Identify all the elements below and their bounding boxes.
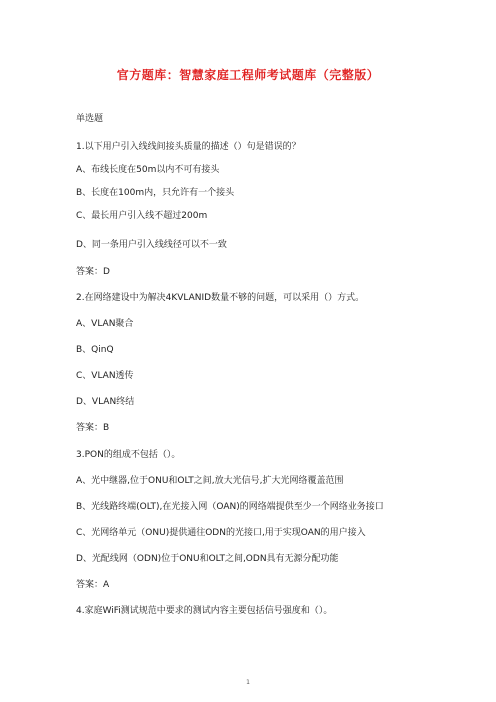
- section-heading: 单选题: [76, 114, 104, 124]
- question-4-text: 4.家庭WiFi测试规范中要求的测试内容主要包括信号强度和（）。: [76, 606, 333, 616]
- question-1-option-b: B、长度在100m内，只允许有一个接头: [76, 188, 235, 198]
- question-1-text: 1.以下用户引入线线间接头质量的描述（）句是错误的？: [76, 142, 301, 152]
- question-2-option-b: B、QinQ: [76, 345, 114, 355]
- page-number: 1: [246, 679, 250, 686]
- document-title: 官方题库：智慧家庭工程师考试题库（完整版）: [116, 68, 380, 82]
- question-1-option-a: A、布线长度在50m以内不可有接头: [76, 165, 220, 175]
- question-3-text: 3.PON的组成不包括（）。: [76, 450, 181, 460]
- question-1-answer: 答案：D: [76, 267, 110, 277]
- question-2-option-a: A、VLAN聚合: [76, 319, 134, 329]
- question-3-option-c: C、光网络单元（ONU)提供通往ODN的光接口,用于实现OAN的用户接入: [76, 528, 366, 538]
- question-3-option-b: B、光线路终端(OLT),在光接入网（OAN)的网络端提供至少一个网络业务接口: [76, 502, 384, 512]
- question-1-option-d: D、同一条用户引入线线径可以不一致: [76, 240, 227, 250]
- question-2-option-c: C、VLAN透传: [76, 371, 134, 381]
- question-3-option-a: A、光中继器,位于ONU和OLT之间,放大光信号,扩大光网络覆盖范围: [76, 476, 344, 486]
- question-3-answer: 答案：A: [76, 580, 110, 590]
- question-3-option-d: D、光配线网（ODN)位于ONU和OLT之间,ODN具有无源分配功能: [76, 554, 339, 564]
- question-1-option-c: C、最长用户引入线不超过200m: [76, 211, 208, 221]
- question-2-option-d: D、VLAN终结: [76, 397, 135, 407]
- question-2-answer: 答案：B: [76, 423, 110, 433]
- question-2-text: 2.在网络建设中为解决4KVLANID数量不够的问题，可以采用（）方式。: [76, 293, 365, 303]
